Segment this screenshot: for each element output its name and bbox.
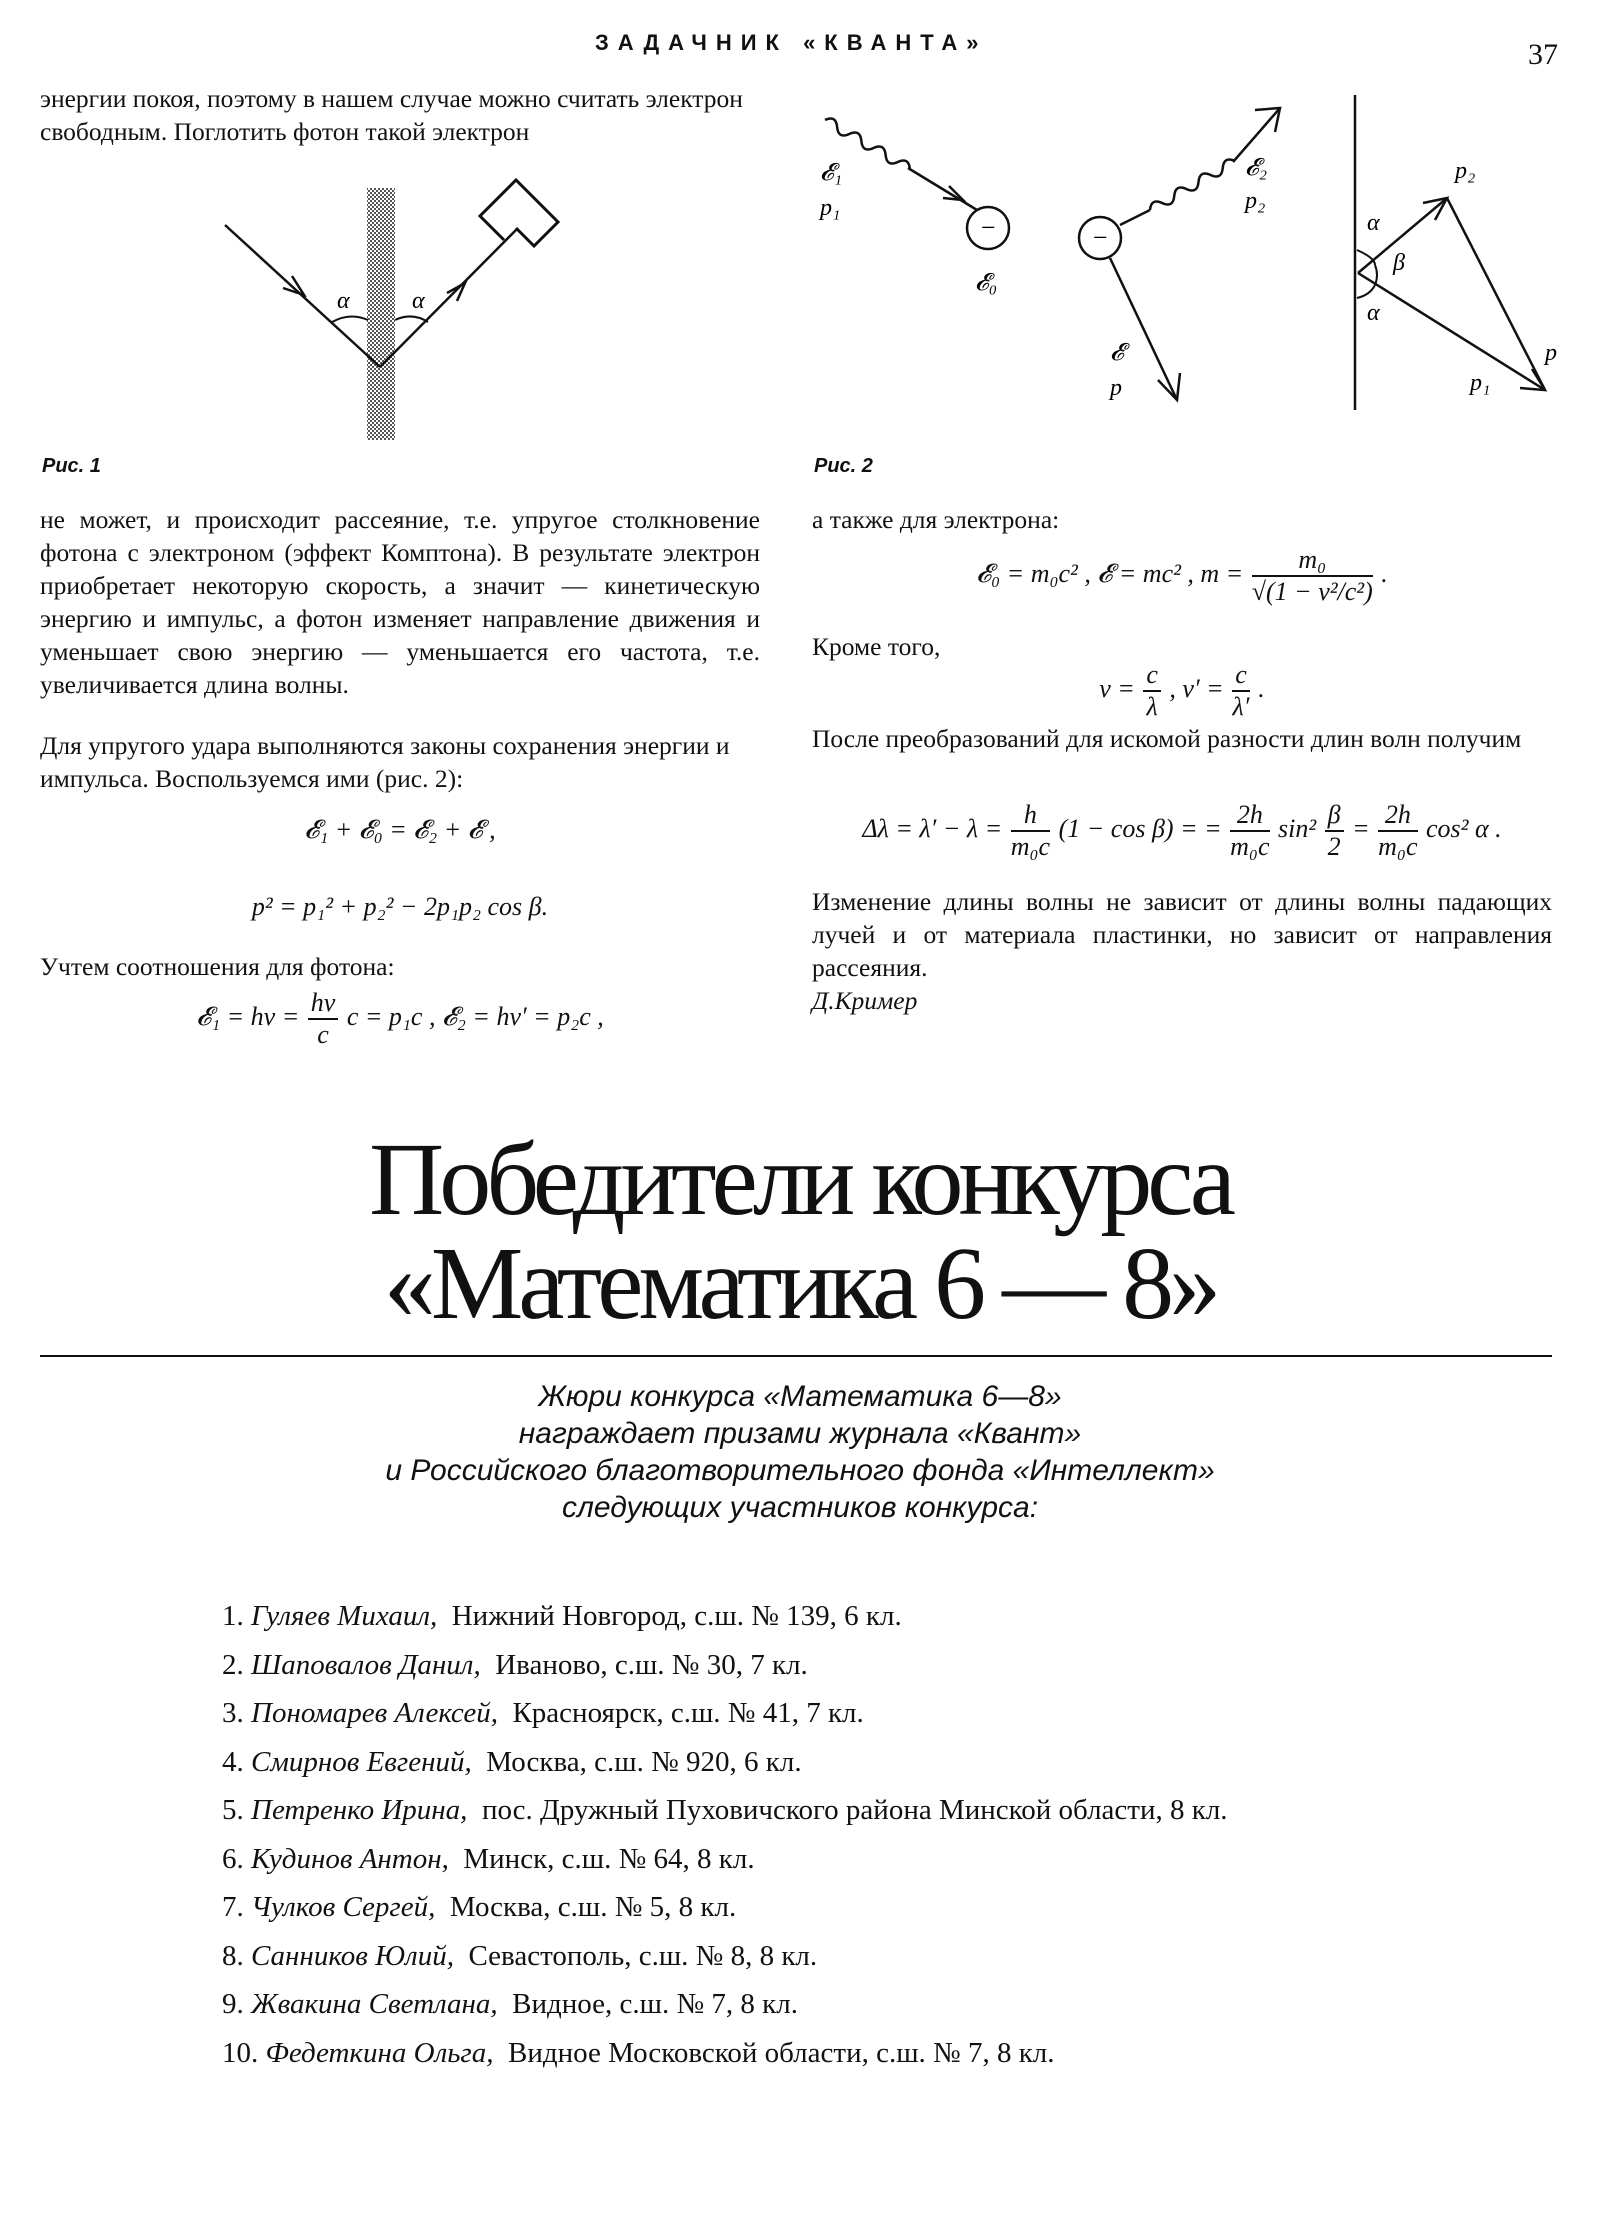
angle-arc-beta: [1375, 265, 1377, 285]
winner-number: 2.: [222, 1648, 244, 1681]
shift-eq-e: cos² α .: [1426, 813, 1502, 843]
list-item: [222, 1738, 1562, 1787]
photon-equation: [40, 988, 760, 1050]
jury-line-3: и Российского благотворительного фонда «Интеллект»: [385, 1454, 1215, 1487]
winner-info: Видное, с.ш. № 7, 8 кл.: [512, 1988, 798, 2020]
shift-eq-d: =: [1352, 813, 1370, 843]
electron-eq-fraction: [1252, 545, 1373, 607]
winner-name: Санников Юлий,: [251, 1939, 454, 1972]
angle-arc-left: [332, 316, 368, 322]
scattered-photon-line: [1120, 210, 1150, 225]
winner-info: Минск, с.ш. № 64, 8 кл.: [463, 1842, 755, 1875]
running-header: ЗАДАЧНИК «КВАНТА»: [595, 30, 988, 55]
shift-eq-f2-den: m₀c: [1230, 832, 1270, 861]
electron-eq-end: .: [1381, 558, 1388, 588]
winner-name: Жвакина Светлана,: [251, 1988, 498, 2020]
fig2-vec-p2-label: p₂: [1455, 158, 1476, 184]
list-item: [222, 1641, 1562, 1690]
freq-eq-end: .: [1258, 673, 1265, 703]
fig1-angle-right-label: α: [412, 288, 425, 314]
figure-2: [805, 90, 1565, 420]
winner-name: Смирнов Евгений,: [251, 1745, 472, 1778]
vector-p1: [1358, 273, 1545, 390]
incident-arrow: [283, 276, 304, 295]
contest-title-line-2: «Математика 6 — 8»: [383, 1226, 1217, 1341]
fig2-vec-p1-label: p₁: [1470, 370, 1491, 396]
scattered-electron-arrow: [1158, 373, 1180, 400]
electron-minus-sign-2: −: [1091, 223, 1109, 252]
fig2-caption: Рис. 2: [814, 455, 873, 477]
winner-number: 7.: [222, 1891, 244, 1923]
winners-list: [222, 1592, 1562, 2077]
winner-number: 6.: [222, 1842, 244, 1875]
list-item: [222, 1883, 1562, 1932]
freq-eq-b: , ν′ =: [1169, 673, 1224, 703]
freq-eq-a: ν =: [1099, 673, 1135, 703]
fig1-caption: Рис. 1: [42, 455, 101, 477]
list-item: [222, 1592, 1562, 1641]
freq-eq-fraction-1: [1143, 660, 1161, 722]
shift-eq-f1-num: h: [1011, 800, 1050, 832]
shift-eq-f4-num: 2h: [1378, 800, 1417, 832]
shift-eq-fraction-1: [1011, 800, 1050, 862]
winner-number: 8.: [222, 1939, 244, 1972]
photon-relations-intro: Учтем соотношения для фотона:: [40, 952, 395, 981]
jury-line-1: Жюри конкурса «Математика 6—8»: [538, 1380, 1062, 1413]
fig2-beta-label: β: [1393, 250, 1405, 276]
winner-info: Красноярск, с.ш. № 41, 7 кл.: [512, 1697, 864, 1729]
winner-name: Пономарев Алексей,: [251, 1697, 498, 1729]
conclusion-paragraph: Изменение длины волны не зависит от длины волны падающих лучей и от материала пластинки, но зависит от направления рассеяния.: [812, 887, 1552, 982]
momentum-equation: p² = p₁² + p₂² − 2p₁p₂ cos β.: [251, 892, 549, 921]
winner-number: 5.: [222, 1794, 244, 1826]
winner-name: Чулков Сергей,: [251, 1891, 436, 1923]
frequency-equation: [812, 660, 1552, 722]
compton-shift-equation: [812, 800, 1552, 862]
photon-eq-rhs: c = p₁c , 𝓔₂ = hν′ = p₂c ,: [346, 1001, 604, 1031]
shift-eq-f2-num: 2h: [1230, 800, 1269, 832]
winner-name: Шаповалов Данил,: [251, 1648, 481, 1681]
electron-eq-frac-den: √(1 − v²/c²): [1251, 577, 1373, 606]
fig2-p-label: p: [1110, 375, 1122, 401]
photon-eq-frac-den: c: [317, 1020, 329, 1049]
winner-info: Москва, с.ш. № 920, 6 кл.: [486, 1745, 802, 1778]
jury-line-2: награждает призами журнала «Квант»: [518, 1417, 1082, 1450]
detector-icon: [480, 180, 558, 246]
angle-arc-alpha-top: [1357, 250, 1375, 265]
reflecting-plate: [367, 188, 395, 440]
scattered-photon-wave: [1148, 157, 1238, 215]
energy-equation: 𝓔₁ + 𝓔₀ = 𝓔₂ + 𝓔 ,: [304, 815, 496, 844]
fig2-p1-label: p₁: [820, 195, 841, 221]
freq-eq-f1-den: λ: [1146, 692, 1158, 721]
shift-eq-f4-den: m₀c: [1378, 832, 1418, 861]
vector-p: [1447, 198, 1545, 390]
winner-info: пос. Дружный Пуховичского района Минской области, 8 кл.: [481, 1794, 1228, 1826]
freq-eq-f2-den: λ′: [1232, 692, 1250, 721]
incoming-photon-line: [908, 168, 977, 210]
winner-number: 9.: [222, 1988, 244, 2020]
angle-arc-right: [395, 316, 428, 322]
incident-ray: [225, 225, 380, 367]
list-item: [222, 1689, 1562, 1738]
shift-eq-fraction-3: [1325, 800, 1344, 862]
shift-eq-f3-num: β: [1325, 800, 1344, 832]
incoming-photon-arrow: [943, 186, 963, 200]
photon-eq-lhs: 𝓔₁ = hν =: [196, 1001, 300, 1031]
shift-eq-c: sin²: [1278, 813, 1317, 843]
conservation-paragraph: Для упругого удара выполняются законы сохранения энергии и импульса. Воспользуемся ими (рис. 2):: [40, 731, 730, 793]
list-item: [222, 1980, 1562, 2029]
winner-info: Севастополь, с.ш. № 8, 8 кл.: [468, 1939, 818, 1972]
author-signature: Д.Кример: [812, 986, 918, 1015]
winner-info: Москва, с.ш. № 5, 8 кл.: [449, 1891, 737, 1923]
fig2-alpha-top-label: α: [1367, 210, 1380, 236]
figure-1: [200, 170, 670, 450]
winner-number: 3.: [222, 1697, 244, 1729]
shift-eq-a: Δλ = λ′ − λ =: [862, 813, 1003, 843]
winner-number: 4.: [222, 1745, 244, 1778]
photon-eq-fraction: [308, 988, 339, 1050]
reflected-ray: [380, 228, 518, 367]
winner-info: Нижний Новгород, с.ш. № 139, 6 кл.: [451, 1600, 902, 1632]
title-divider: [40, 1355, 1552, 1357]
freq-eq-f2-num: c: [1232, 660, 1250, 692]
shift-eq-f3-den: 2: [1327, 832, 1341, 861]
page-number: 37: [1528, 38, 1558, 71]
winner-number: 10.: [222, 2036, 259, 2069]
transformation-paragraph: После преобразований для искомой разности длин волн получим: [812, 724, 1522, 753]
winner-name: Федеткина Ольга,: [265, 2036, 494, 2069]
list-item: [222, 2029, 1562, 2078]
jury-announcement: [0, 1378, 1600, 1526]
photon-eq-frac-num: hν: [308, 988, 339, 1020]
list-item: [222, 1835, 1562, 1884]
electron-eq-part1: 𝓔₀ = m₀c² , 𝓔 = mc² , m =: [976, 558, 1244, 588]
intro-paragraph: энергии покоя, поэтому в нашем случае можно считать электрон свободным. Поглотить фотон такой электрон: [40, 84, 743, 146]
contest-title-line-1: Победители конкурса: [369, 1122, 1231, 1237]
compton-paragraph: не может, и происходит рассеяние, т.е. упругое столкновение фотона с электроном (эффект Комптона). В результате электрон приобретает некоторую скорость, а значит — кинетическую энергию и импульс, а фотон изменяет направление движения и уменьшает свою энергию — уменьшается его частота, т.е. увеличивается длина волны.: [40, 505, 760, 699]
list-item: [222, 1932, 1562, 1981]
angle-arc-alpha-bottom: [1357, 285, 1375, 298]
freq-eq-fraction-2: [1232, 660, 1250, 722]
fig1-angle-left-label: α: [337, 288, 350, 314]
fig2-e1-label: 𝓔₁: [820, 160, 843, 186]
shift-eq-b: (1 − cos β) = =: [1058, 813, 1222, 843]
winner-name: Гуляев Михаил,: [251, 1600, 438, 1632]
fig2-p2-label: p₂: [1245, 188, 1266, 214]
winner-info: Иваново, с.ш. № 30, 7 кл.: [495, 1648, 808, 1681]
scattered-photon-tail: [1233, 108, 1280, 162]
winner-number: 1.: [222, 1600, 244, 1632]
electron-eq-frac-num: m₀: [1252, 545, 1373, 577]
winner-info: Видное Московской области, с.ш. № 7, 8 кл.: [507, 2036, 1055, 2069]
electron-minus-sign-1: −: [979, 213, 997, 242]
freq-eq-f1-num: c: [1143, 660, 1161, 692]
fig2-e2-label: 𝓔₂: [1245, 155, 1268, 181]
shift-eq-fraction-2: [1230, 800, 1269, 862]
winner-name: Кудинов Антон,: [251, 1842, 449, 1875]
fig2-e-label: 𝓔: [1110, 340, 1124, 366]
fig2-e0-label: 𝓔₀: [975, 270, 998, 296]
shift-eq-f1-den: m₀c: [1010, 832, 1051, 861]
list-item: [222, 1786, 1562, 1835]
electron-relations-intro: а также для электрона:: [812, 505, 1060, 534]
fig2-alpha-bottom-label: α: [1367, 300, 1380, 326]
winner-name: Петренко Ирина,: [251, 1794, 468, 1826]
fig2-vec-p-label: p: [1545, 340, 1557, 366]
jury-line-4: следующих участников конкурса:: [561, 1491, 1039, 1524]
besides-text: Кроме того,: [812, 632, 941, 661]
shift-eq-fraction-4: [1378, 800, 1417, 862]
electron-equation: [812, 545, 1552, 607]
